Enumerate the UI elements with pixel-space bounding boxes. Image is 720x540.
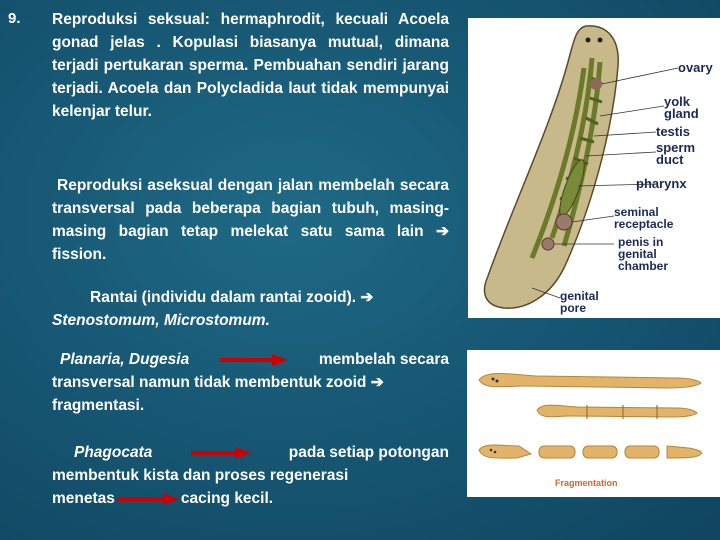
paragraph-sexual-reproduction: Reproduksi seksual: hermaphrodit, kecuali Acoela gonad jelas . Kopulasi biasanya mutual, dimana terjadi pertukaran sperma. Pembuahan sendiri jarang terjadi. Acoela dan Polycladida laut tidak mempunyai kelenjar telur.	[52, 11, 449, 120]
label-ovary: ovary	[678, 60, 713, 75]
genus-examples: Stenostomum, Microstomum.	[52, 312, 270, 329]
label-testis: testis	[656, 124, 690, 139]
arrow-right-icon: ➔	[436, 223, 449, 240]
worm-dividing	[537, 405, 697, 417]
red-arrow-icon	[115, 492, 181, 506]
chain-text: Rantai (individu dalam rantai zooid).	[90, 289, 357, 306]
seminal-receptacle-organ	[556, 214, 572, 230]
label-penis-in: penis in	[618, 235, 664, 249]
fission-term: fission.	[52, 246, 107, 263]
label-sperm: sperm	[656, 140, 696, 155]
phagocata-text-a: pada setiap potongan	[288, 444, 449, 461]
figure-caption: Fragmentation	[555, 478, 618, 488]
label-yolk: yolk	[664, 94, 691, 109]
phagocata-genus: Phagocata	[74, 444, 153, 461]
label-gland: gland	[664, 106, 699, 121]
eye-spot	[586, 38, 591, 43]
label-genital: genital	[618, 247, 657, 261]
label-pharynx: pharynx	[636, 176, 687, 191]
phagocata-text-b: membentuk kista dan proses regenerasi	[52, 467, 349, 484]
eye-spot	[598, 38, 603, 43]
asexual-text: Reproduksi aseksual dengan jalan membelah secara transversal pada beberapa bagian tubuh, masing-masing bagian tetap melekat satu sama lain	[52, 177, 449, 240]
item-number: 9.	[8, 10, 21, 27]
fragmentasi-term: fragmentasi.	[52, 397, 145, 414]
paragraph-phagocata	[52, 441, 449, 510]
planaria-text-a: membelah secara	[318, 351, 449, 368]
label-genital-pore-2: pore	[560, 301, 587, 315]
arrow-right-icon: ➔	[360, 289, 374, 306]
penis-organ	[542, 238, 554, 250]
planaria-genus: Planaria, Dugesia	[60, 351, 190, 368]
label-genital-pore-1: genital	[560, 289, 599, 303]
worm-intact	[479, 374, 701, 389]
worm-fragments	[479, 445, 702, 458]
label-seminal: seminal	[614, 205, 659, 219]
planarian-anatomy-figure	[468, 18, 720, 318]
label-chamber: chamber	[618, 259, 669, 273]
red-arrow-icon	[218, 353, 290, 367]
red-arrow-icon	[189, 446, 253, 460]
label-receptacle: receptacle	[614, 217, 674, 231]
arrow-right-icon: ➔	[370, 374, 384, 391]
phagocata-text-c1: menetas	[52, 490, 115, 507]
paragraph-asexual-reproduction	[52, 174, 449, 266]
phagocata-text-c2: cacing kecil.	[180, 490, 274, 507]
planaria-text-b: transversal namun tidak membentuk zooid	[52, 374, 367, 391]
ovary-organ	[590, 78, 602, 90]
paragraph-chain	[52, 286, 449, 332]
fragmentation-figure	[467, 350, 720, 497]
paragraph-planaria	[52, 348, 449, 417]
label-duct: duct	[656, 152, 684, 167]
